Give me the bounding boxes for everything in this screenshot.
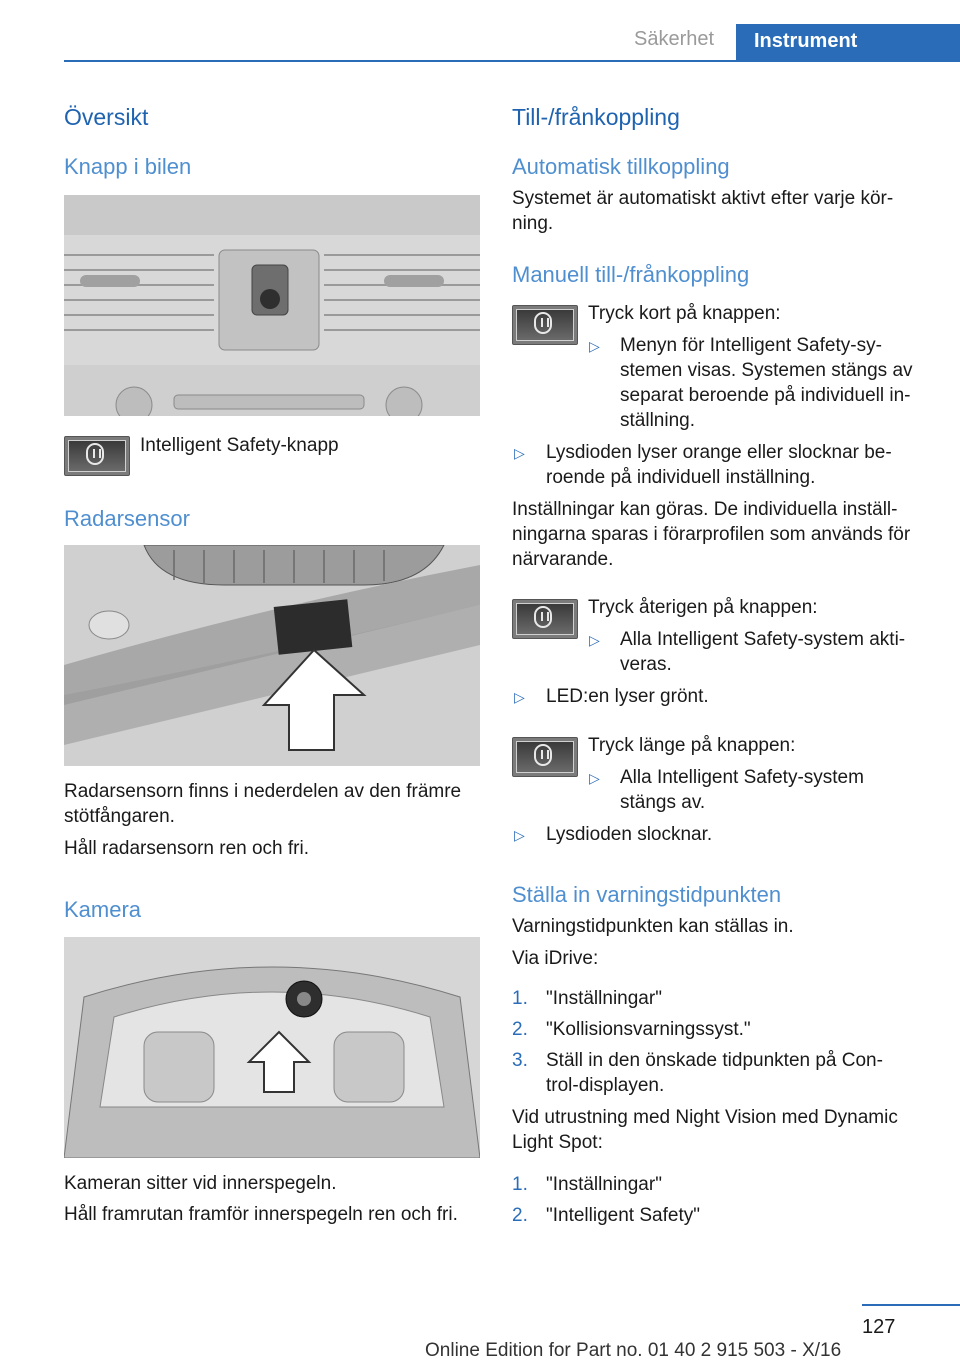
- intelligent-safety-button-icon: [512, 305, 578, 345]
- warning-text: Varningstidpunkten kan ställas in.: [512, 916, 794, 937]
- tab-safety: Säkerhet: [634, 28, 715, 50]
- list1-item-3: Ställ in den önskade tidpunkten på Con-: [546, 1050, 883, 1071]
- page-number: 127: [862, 1316, 896, 1338]
- bullet-2-line-2: roende på individuell inställning.: [546, 467, 816, 488]
- list2-item-1: "Inställningar": [546, 1174, 662, 1195]
- bullet-triangle-icon: ▷: [589, 770, 600, 786]
- heading-radar-sensor: Radarsensor: [64, 506, 190, 531]
- camera-text-1: Kameran sitter vid innerspegeln.: [64, 1173, 337, 1194]
- bullet-1-line-4: ställning.: [620, 410, 695, 431]
- bullet-5-line-1: Alla Intelligent Safety-system: [620, 767, 864, 788]
- footer-rule: [862, 1304, 960, 1306]
- radar-text-1b: stötfångaren.: [64, 806, 175, 827]
- heading-camera: Kamera: [64, 897, 142, 922]
- press-short-text: Tryck kort på knappen:: [588, 303, 781, 324]
- edition-text: Online Edition for Part no. 01 40 2 915 503 - X/16: [425, 1340, 842, 1361]
- list1-num-2: 2.: [512, 1019, 528, 1040]
- bullet-triangle-icon: ▷: [514, 445, 525, 461]
- bullet-1-line-2: stemen visas. Systemen stängs av: [620, 360, 913, 381]
- tab-instrument-label: Instrument: [754, 30, 858, 52]
- bullet-triangle-icon: ▷: [589, 632, 600, 648]
- list1-item-1: "Inställningar": [546, 988, 662, 1009]
- bullet-2-line-1: Lysdioden lyser orange eller slocknar be-: [546, 442, 892, 463]
- list1-num-3: 3.: [512, 1050, 528, 1071]
- list1-item-3-cont: trol-displayen.: [546, 1075, 665, 1096]
- bullet-4: LED:en lyser grönt.: [546, 686, 709, 707]
- radar-sensor-figure: [64, 545, 480, 766]
- intelligent-safety-button-icon: [512, 737, 578, 777]
- intelligent-safety-button-icon: [64, 436, 130, 476]
- intelligent-safety-button-icon: [512, 599, 578, 639]
- bullet-5-line-2: stängs av.: [620, 792, 706, 813]
- list1-num-1: 1.: [512, 988, 528, 1009]
- night-vision-text-1: Vid utrustning med Night Vision med Dynamic: [512, 1107, 898, 1128]
- auto-text-2: ning.: [512, 213, 554, 234]
- press-again-text: Tryck återigen på knappen:: [588, 597, 818, 618]
- settings-text-2: ningarna sparas i förarprofilen som används för: [512, 524, 911, 545]
- heading-on-off: Till-/frånkoppling: [512, 104, 680, 130]
- heading-button-in-car: Knapp i bilen: [64, 154, 192, 179]
- bullet-3-line-2: veras.: [620, 654, 672, 675]
- list1-item-2: "Kollisionsvarningssyst.": [546, 1019, 751, 1040]
- camera-figure: [64, 937, 480, 1158]
- tab-instrument: [736, 24, 960, 62]
- bullet-triangle-icon: ▷: [514, 827, 525, 843]
- radar-text-1a: Radarsensorn finns i nederdelen av den främre: [64, 781, 462, 802]
- dashboard-button-figure: [64, 195, 480, 416]
- list2-item-2: "Intelligent Safety": [546, 1205, 700, 1226]
- heading-warning-time: Ställa in varningstidpunkten: [512, 882, 782, 907]
- bullet-6: Lysdioden slocknar.: [546, 824, 713, 845]
- bullet-3-line-1: Alla Intelligent Safety-system akti-: [620, 629, 906, 650]
- settings-text-1: Inställningar kan göras. De individuella inställ-: [512, 499, 898, 520]
- settings-text-3: närvarande.: [512, 549, 614, 570]
- heading-manual: Manuell till-/frånkoppling: [512, 262, 750, 287]
- header-rule: [64, 60, 960, 62]
- heading-auto-on: Automatisk tillkoppling: [512, 154, 730, 179]
- list2-num-2: 2.: [512, 1205, 528, 1226]
- bullet-1-line-1: Menyn för Intelligent Safety-sy-: [620, 335, 882, 356]
- bullet-triangle-icon: ▷: [514, 689, 525, 705]
- camera-text-2: Håll framrutan framför innerspegeln ren och fri.: [64, 1204, 458, 1225]
- bullet-1-line-3: separat beroende på individuell in-: [620, 385, 911, 406]
- list2-num-1: 1.: [512, 1174, 528, 1195]
- bullet-triangle-icon: ▷: [589, 338, 600, 354]
- night-vision-text-2: Light Spot:: [512, 1132, 603, 1153]
- press-long-text: Tryck länge på knappen:: [588, 735, 796, 756]
- via-idrive-text: Via iDrive:: [512, 948, 599, 969]
- heading-overview: Översikt: [64, 104, 149, 130]
- auto-text-1: Systemet är automatiskt aktivt efter varje kör-: [512, 188, 894, 209]
- icon-caption: Intelligent Safety-knapp: [140, 435, 339, 456]
- radar-text-2: Håll radarsensorn ren och fri.: [64, 838, 309, 859]
